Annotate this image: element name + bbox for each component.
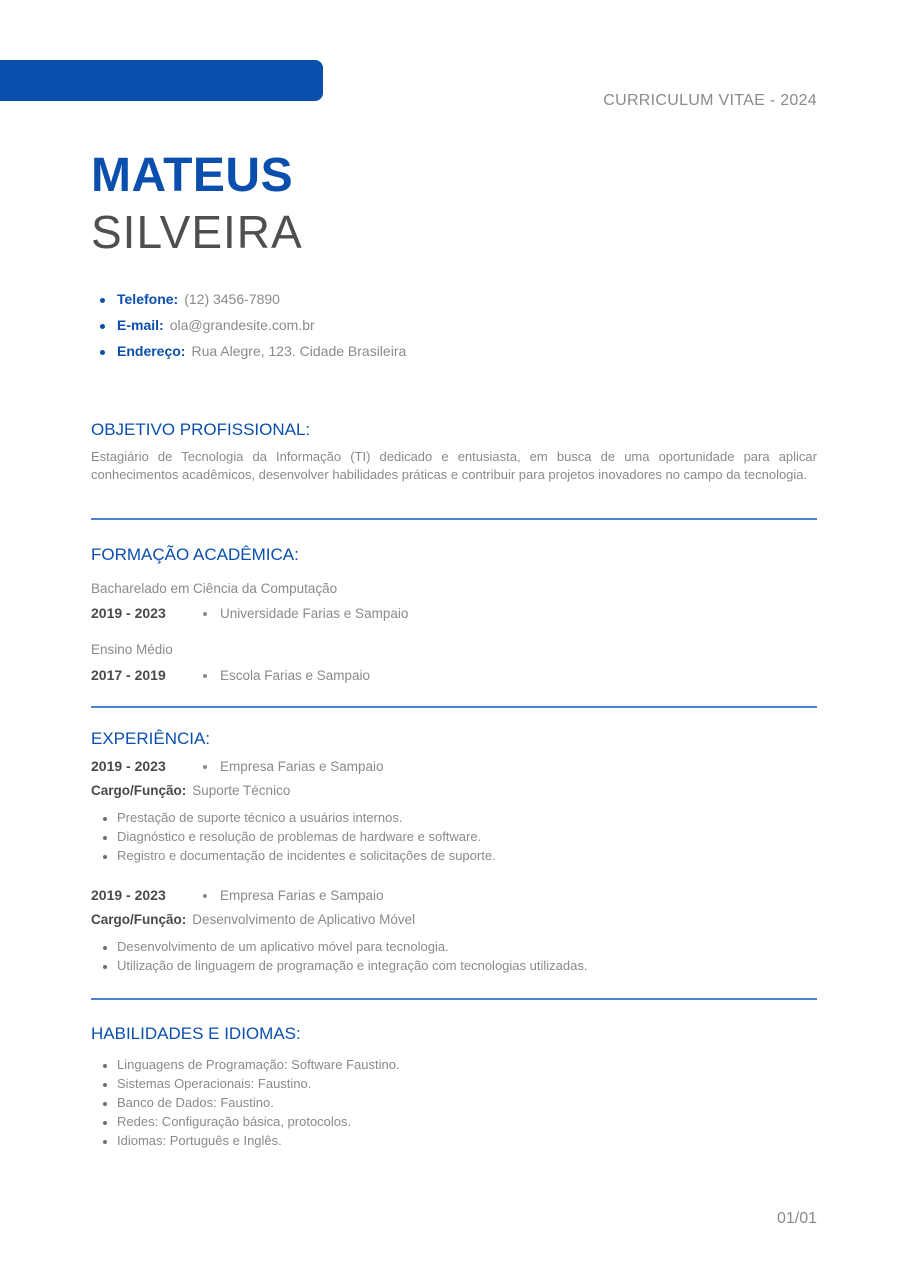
contact-value: (12) 3456-7890 — [184, 291, 280, 307]
contact-value: ola@grandesite.com.br — [169, 317, 315, 333]
section-title-objective: OBJETIVO PROFISSIONAL: — [91, 420, 311, 439]
list-item: Utilização de linguagem de programação e integração com tecnologias utilizadas. — [103, 956, 587, 975]
experience-years: 2019 - 2023 — [91, 887, 166, 903]
section-divider — [91, 706, 817, 708]
bullet-dot — [203, 674, 207, 678]
list-item: Banco de Dados: Faustino. — [103, 1093, 400, 1112]
page-number: 01/01 — [776, 1210, 817, 1227]
list-item: Registro e documentação de incidentes e solicitações de suporte. — [103, 846, 496, 865]
list-item: Redes: Configuração básica, protocolos. — [103, 1112, 400, 1131]
objective-text: Estagiário de Tecnologia da Informação (TI) dedicado e entusiasta, em busca de uma oportunidade para aplicar conhecimentos acadêmicos, desenvolver habilidades práticas e contribuir para projetos inovadores no campo da tecnologia. — [91, 449, 817, 482]
education-course: Bacharelado em Ciência da Computação — [91, 581, 338, 596]
role-value: Suporte Técnico — [192, 783, 291, 798]
contact-email — [100, 315, 406, 341]
contact-value: Rua Alegre, 123. Cidade Brasileira — [191, 343, 407, 359]
contact-label: Telefone: — [117, 291, 179, 307]
education-entry — [91, 667, 370, 683]
first-name: MATEUS — [91, 149, 294, 202]
experience-role — [91, 912, 415, 927]
last-name: SILVEIRA — [91, 206, 303, 258]
experience-years: 2019 - 2023 — [91, 758, 166, 774]
experience-role — [91, 783, 290, 798]
contact-label: Endereço: — [117, 343, 186, 359]
bullet-dot — [203, 894, 207, 898]
contact-phone — [100, 289, 406, 315]
role-label: Cargo/Função: — [91, 783, 187, 798]
document-label: CURRICULUM VITAE - 2024 — [603, 92, 817, 109]
section-divider — [91, 518, 817, 520]
role-value: Desenvolvimento de Aplicativo Móvel — [192, 912, 416, 927]
experience-company: Empresa Farias e Sampaio — [220, 888, 384, 903]
education-school: Escola Farias e Sampaio — [220, 668, 371, 683]
contact-address — [100, 341, 406, 367]
header-accent-bar — [0, 60, 323, 101]
experience-company: Empresa Farias e Sampaio — [220, 759, 384, 774]
bullet-dot — [203, 612, 207, 616]
experience-entry — [91, 887, 384, 903]
education-years: 2019 - 2023 — [91, 605, 166, 621]
list-item: Linguagens de Programação: Software Faustino. — [103, 1055, 400, 1074]
section-divider — [91, 998, 817, 1000]
section-title-experience: EXPERIÊNCIA: — [91, 729, 211, 748]
list-item: Sistemas Operacionais: Faustino. — [103, 1074, 400, 1093]
skills-list — [103, 1055, 400, 1150]
experience-task-list — [103, 937, 587, 975]
education-entry — [91, 605, 408, 621]
role-label: Cargo/Função: — [91, 912, 187, 927]
education-school: Universidade Farias e Sampaio — [220, 606, 409, 621]
section-title-skills: HABILIDADES E IDIOMAS: — [91, 1024, 301, 1043]
list-item: Desenvolvimento de um aplicativo móvel para tecnologia. — [103, 937, 587, 956]
list-item: Diagnóstico e resolução de problemas de hardware e software. — [103, 827, 496, 846]
list-item: Idiomas: Português e Inglês. — [103, 1131, 400, 1150]
section-title-education: FORMAÇÃO ACADÊMICA: — [91, 545, 299, 564]
experience-entry — [91, 758, 384, 774]
list-item: Prestação de suporte técnico a usuários internos. — [103, 808, 496, 827]
contact-label: E-mail: — [117, 317, 164, 333]
bullet-dot — [203, 765, 207, 769]
education-course: Ensino Médio — [91, 642, 173, 657]
experience-task-list — [103, 808, 496, 865]
contact-list — [100, 289, 406, 367]
education-years: 2017 - 2019 — [91, 667, 166, 683]
